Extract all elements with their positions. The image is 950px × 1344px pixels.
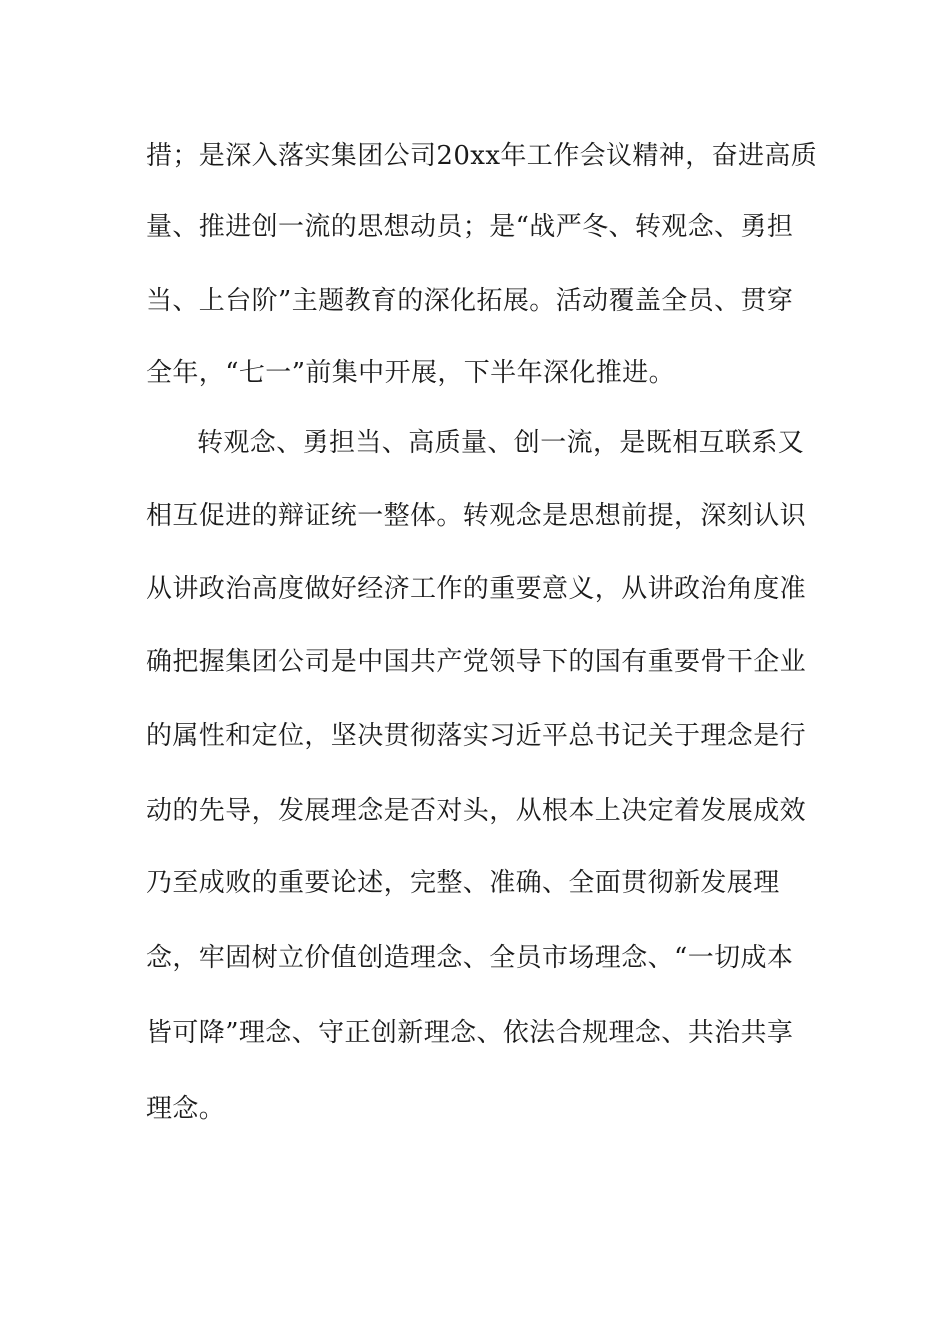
paragraph-2-line-7: 乃至成败的重要论述，完整、准确、全面贯彻新发展理	[146, 868, 780, 898]
paragraph-2-line-2: 相互促进的辩证统一整体。转观念是思想前提，深刻认识	[146, 501, 807, 531]
paragraph-2-line-4: 确把握集团公司是中国共产党领导下的国有重要骨干企业	[146, 647, 807, 677]
paragraph-1-line-3: 当、上台阶”主题教育的深化拓展。活动覆盖全员、贯穿	[146, 286, 794, 316]
paragraph-2-line-1: 转观念、勇担当、高质量、创一流，是既相互联系又	[197, 428, 805, 458]
paragraph-2-line-8: 念，牢固树立价值创造理念、全员市场理念、“一切成本	[146, 943, 794, 973]
paragraph-1-line-2: 量、推进创一流的思想动员；是“战严冬、转观念、勇担	[146, 212, 794, 242]
paragraph-1-line-4: 全年，“七一”前集中开展，下半年深化推进。	[146, 358, 675, 388]
paragraph-2-line-3: 从讲政治高度做好经济工作的重要意义，从讲政治角度准	[146, 574, 807, 604]
paragraph-2-line-5: 的属性和定位，坚决贯彻落实习近平总书记关于理念是行	[146, 721, 807, 751]
paragraph-2-line-6: 动的先导，发展理念是否对头，从根本上决定着发展成效	[146, 796, 807, 826]
paragraph-2-line-9: 皆可降”理念、守正创新理念、依法合规理念、共治共享	[146, 1018, 794, 1048]
paragraph-2-line-10: 理念。	[146, 1094, 226, 1124]
paragraph-1-line-1: 措；是深入落实集团公司20xx年工作会议精神，奋进高质	[146, 141, 818, 171]
